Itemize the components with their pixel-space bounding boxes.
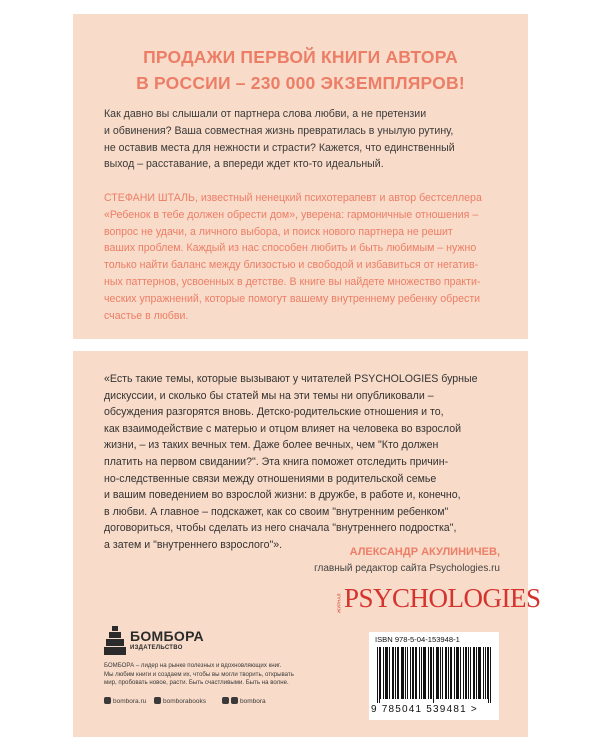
barcode-bar — [440, 647, 441, 699]
globe-icon — [104, 697, 111, 704]
description-line: только найти баланс между близостью и свободой и избавиться от негатив- — [104, 259, 479, 272]
quote-line: «Есть такие темы, которые вызывают у читателей PSYCHOLOGIES бурные — [104, 373, 478, 385]
barcode-bar — [392, 647, 393, 699]
quote-line: как взаимодействие с матерью и отцом влияет на человека во взрослой — [104, 422, 462, 435]
barcode-bar — [423, 647, 424, 699]
barcode-bar — [403, 647, 404, 699]
barcode-bar — [456, 647, 457, 699]
quote-line: а затем и "внутреннего взрослого"». — [104, 538, 283, 551]
barcode-bar — [385, 647, 386, 699]
barcode-bar — [445, 647, 446, 699]
barcode-bars — [377, 647, 491, 703]
description-line: вопрос не удачи, а личного выбора, и поиск нового партнера не решит — [104, 225, 453, 238]
barcode-bar — [457, 647, 458, 699]
barcode-bar — [419, 647, 420, 699]
review-quote — [104, 371, 504, 554]
barcode-bar — [476, 647, 477, 699]
barcode-bar — [466, 647, 467, 699]
publisher-description-line: БОМБОРА – лидер на рынке полезных и вдохновляющих книг. — [104, 662, 282, 669]
barcode-bar — [450, 647, 451, 699]
headline-line-2: В РОССИИ – 230 000 ЭКЗЕМПЛЯРОВ! — [136, 73, 465, 93]
quote-author-name: АЛЕКСАНДР АКУЛИНИЧЕВ, — [349, 546, 500, 558]
social-instagram-label: bomborabooks — [163, 698, 206, 705]
barcode-bar — [407, 647, 408, 699]
barcode-bar — [380, 647, 381, 699]
social-instagram[interactable] — [154, 697, 206, 705]
barcode-bar — [397, 647, 398, 699]
barcode-bar — [460, 647, 461, 699]
barcode-bar — [465, 647, 466, 699]
social-website-label: bombora.ru — [113, 698, 147, 705]
publisher-description-line: мир, пробовать новое, расти. Быть счастливыми. Быть на волне. — [104, 679, 289, 687]
intro-line: и обвинения? Ваша совместная жизнь превратилась в унылую рутину, — [104, 124, 454, 137]
intro-line: выход – расставание, а впереди ждет кто-то идеальный. — [104, 158, 384, 171]
barcode-bar — [438, 647, 439, 699]
barcode-bar — [398, 647, 399, 699]
barcode-bar — [468, 647, 469, 699]
bombora-logo-icon — [104, 626, 126, 656]
psychologies-prefix — [336, 584, 342, 614]
publisher-description-line: Мы любим книги и создаем их, чтобы вы могли творить, открывать — [104, 670, 294, 678]
description-line: ческих упражнений, которые помогут вашему внутреннему ребенку обрести — [104, 292, 481, 305]
social-other[interactable] — [222, 697, 266, 705]
psychologies-logo: PSYCHOLOGIES — [344, 583, 541, 613]
barcode-bar — [487, 647, 488, 699]
barcode-bar — [412, 647, 413, 699]
barcode-bar — [485, 647, 486, 699]
intro-paragraph — [104, 106, 504, 173]
quote-line: и вашим поведением во взрослой жизни: в дружбе, в работе и, конечно, — [104, 489, 461, 502]
barcode-bar — [448, 647, 449, 699]
barcode-bar — [474, 647, 475, 699]
barcode-bar — [446, 647, 447, 699]
barcode-bar — [437, 647, 438, 699]
barcode-bar — [395, 647, 396, 699]
barcode-bar — [425, 647, 426, 699]
barcode-bar — [431, 647, 432, 699]
quote-line: договориться, чтобы сделать из него сначала "внутреннего подростка", — [104, 522, 457, 535]
description-line: ваших проблем. Каждый из нас способен любить и быть любимым – нужно — [104, 242, 477, 255]
barcode-bar — [410, 647, 411, 699]
quote-author-role: главный редактор сайта Psychologies.ru — [314, 563, 500, 574]
social-icon — [222, 697, 229, 704]
section-divider — [73, 339, 528, 351]
psychologies-prefix-text: ЖУРНАЛ — [336, 593, 342, 613]
headline-line-1: ПРОДАЖИ ПЕРВОЙ КНИГИ АВТОРА — [143, 47, 458, 67]
barcode-bar — [454, 647, 455, 699]
quote-line: дискуссии, и сколько бы статей мы на эти темы ни опубликовали – — [104, 389, 434, 402]
barcode-bar — [383, 647, 384, 699]
barcode-bar — [387, 647, 388, 699]
publisher-name: БОМБОРА — [130, 628, 204, 644]
barcode-bar — [442, 647, 443, 699]
barcode-bar — [436, 647, 437, 699]
barcode-bar — [415, 647, 416, 699]
publisher-subtitle: ИЗДАТЕЛЬСТВО — [130, 645, 183, 651]
barcode-bar — [386, 647, 387, 699]
barcode-bar — [451, 647, 452, 699]
intro-line: Как давно вы слышали от партнера слова любви, а не претензии — [104, 108, 427, 120]
barcode-bar — [377, 647, 378, 703]
barcode-digits: 9 785041 539481 > — [371, 704, 478, 715]
barcode-bar — [393, 647, 394, 699]
barcode-bar — [416, 647, 417, 699]
social-other-label: bombora — [240, 698, 266, 705]
barcode-bar — [401, 647, 402, 699]
description-paragraph — [104, 190, 504, 324]
social-website[interactable] — [104, 697, 146, 705]
barcode-bar — [413, 647, 414, 699]
quote-line: обсуждения разгорятся вновь. Детско-родительские отношения и то, — [104, 406, 444, 419]
barcode-bar — [478, 647, 479, 699]
barcode-bar — [488, 647, 489, 703]
description-line: СТЕФАНИ ШТАЛЬ, известный ненецкий психотерапевт и автор бестселлера — [104, 192, 482, 204]
description-line: ных паттернов, усвоенных в детстве. В книге вы найдете множество практи- — [104, 275, 481, 288]
barcode-bar — [458, 647, 459, 699]
barcode-panel — [369, 632, 499, 720]
barcode-bar — [389, 647, 390, 699]
barcode-bar — [433, 647, 434, 703]
barcode-bar — [480, 647, 481, 699]
barcode-bar — [424, 647, 425, 699]
publisher-description — [104, 662, 354, 688]
barcode-bar — [428, 647, 429, 699]
barcode-bar — [430, 647, 431, 699]
barcode-bar — [483, 647, 484, 699]
quote-line: но-следственные связи между отношениями в родительской семье — [104, 472, 437, 485]
intro-line: не оставив места для нежности и страсти? Кажется, что единственный — [104, 141, 455, 154]
barcode-bar — [490, 647, 491, 703]
barcode-bar — [405, 647, 406, 699]
isbn-text: ISBN 978-5-04-153948-1 — [375, 635, 460, 644]
instagram-icon — [154, 697, 161, 704]
barcode-bar — [473, 647, 474, 699]
barcode-bar — [463, 647, 464, 699]
barcode-bar — [421, 647, 422, 699]
social-icon — [231, 697, 238, 704]
quote-line: платить на первом свидании?". Эта книга поможет отследить причин- — [104, 455, 449, 468]
quote-line: в любви. А главное – подскажет, как со своим "внутренним ребенком" — [104, 505, 449, 518]
barcode-bar — [470, 647, 471, 699]
barcode-bar — [402, 647, 403, 699]
barcode-bar — [379, 647, 380, 703]
barcode-bar — [479, 647, 480, 699]
description-line: «Ребенок в тебе должен обрести дом», уверена: гармоничные отношения – — [104, 208, 479, 221]
headline — [73, 44, 528, 96]
description-line: счастье в любви. — [104, 309, 189, 322]
quote-line: жизни, – из таких вечных тем. Даже более вечных, чем "Кто должен — [104, 439, 439, 452]
